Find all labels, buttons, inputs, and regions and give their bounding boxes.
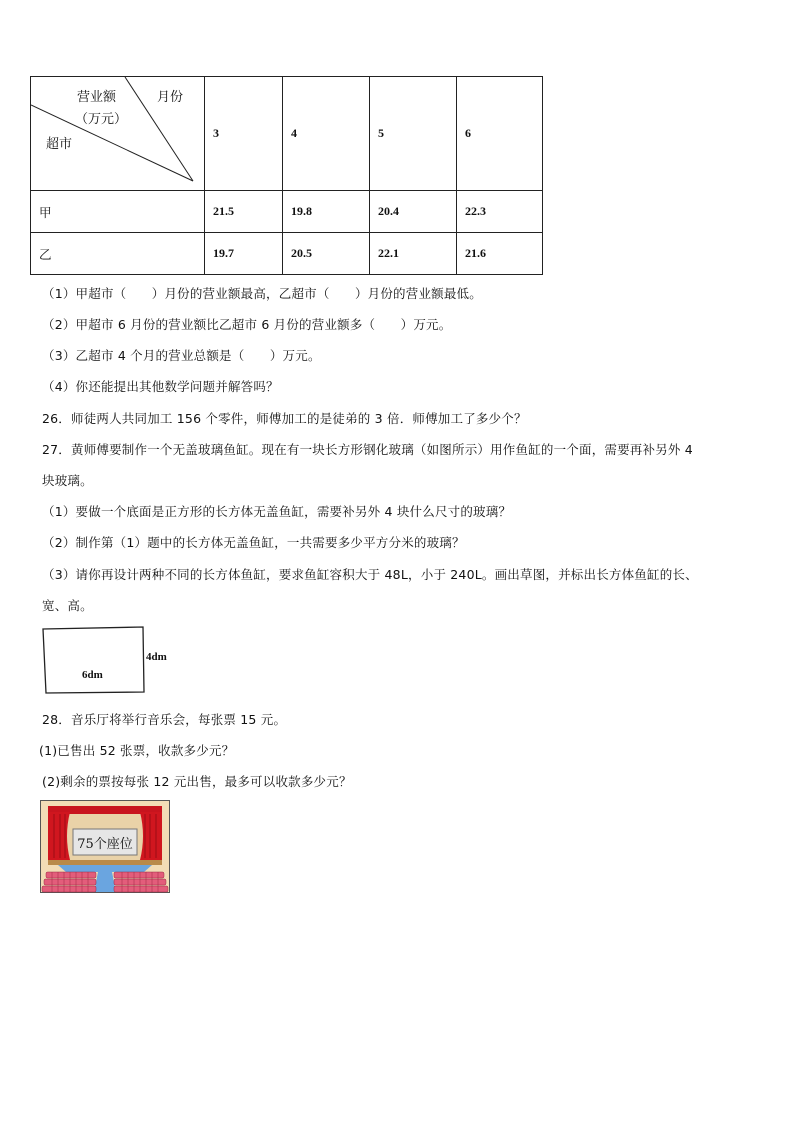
seat-count-sign: 75个座位 xyxy=(77,836,133,852)
q28-sub2: (2)剩余的票按每张 12 元出售，最多可以收款多少元？ xyxy=(42,774,352,789)
table-cell: 21.5 xyxy=(205,191,283,233)
q25-sub4: （4）你还能提出其他数学问题并解答吗？ xyxy=(42,379,279,394)
q27-line1: 27．黄师傅要制作一个无盖玻璃鱼缸。现在有一块长方形钢化玻璃（如图所示）用作鱼缸的一个面，需要再补另外 4 xyxy=(42,442,693,457)
q27-line2: 块玻璃。 xyxy=(42,473,93,488)
month-header: 5 xyxy=(370,77,457,191)
q27-sub3-line1: （3）请你再设计两种不同的长方体鱼缸，要求鱼缸容积大于 48L，小于 240L。画出草图，并标出长方体鱼缸的长、 xyxy=(42,567,698,582)
month-header: 4 xyxy=(283,77,370,191)
concert-hall-picture xyxy=(40,800,170,893)
header-unit-label: （万元） xyxy=(75,112,128,127)
header-row-label: 超市 xyxy=(46,137,73,152)
q27-sub2: （2）制作第（1）题中的长方体无盖鱼缸，一共需要多少平方分米的玻璃？ xyxy=(42,535,465,550)
q25-sub1: （1）甲超市（ ）月份的营业额最高，乙超市（ ）月份的营业额最低。 xyxy=(42,286,482,301)
q28-sub1: (1)已售出 52 张票，收款多少元？ xyxy=(39,743,235,758)
table-cell: 22.3 xyxy=(457,191,543,233)
width-label: 6dm xyxy=(82,669,103,681)
q27-sub3-line2: 宽、高。 xyxy=(42,598,93,613)
table-cell: 21.6 xyxy=(457,233,543,275)
table-row xyxy=(31,233,543,275)
rectangle-shape xyxy=(40,625,150,695)
row-name: 乙 xyxy=(31,233,205,275)
table-cell: 19.8 xyxy=(283,191,370,233)
q27-sub1: （1）要做一个底面是正方形的长方体无盖鱼缸，需要补另外 4 块什么尺寸的玻璃？ xyxy=(42,504,512,519)
row-name: 甲 xyxy=(31,191,205,233)
header-month-label: 月份 xyxy=(157,90,184,105)
q25-sub3: （3）乙超市 4 个月的营业总额是（ ）万元。 xyxy=(42,348,321,363)
table-cell: 22.1 xyxy=(370,233,457,275)
q26-text: 26．师徒两人共同加工 156 个零件，师傅加工的是徒弟的 3 倍．师傅加工了多少个？ xyxy=(42,411,527,426)
table-cell: 19.7 xyxy=(205,233,283,275)
sales-table xyxy=(30,76,542,275)
q28-text: 28．音乐厅将举行音乐会，每张票 15 元。 xyxy=(42,712,287,727)
header-value-label: 营业额 xyxy=(77,90,117,105)
table-row xyxy=(31,191,543,233)
table-cell: 20.4 xyxy=(370,191,457,233)
table-cell: 20.5 xyxy=(283,233,370,275)
month-header: 3 xyxy=(205,77,283,191)
table-diagonal-header xyxy=(31,77,205,191)
q25-sub2: （2）甲超市 6 月份的营业额比乙超市 6 月份的营业额多（ ）万元。 xyxy=(42,317,452,332)
glass-rectangle-figure xyxy=(40,625,167,695)
height-label: 4dm xyxy=(146,651,167,663)
month-header: 6 xyxy=(457,77,543,191)
